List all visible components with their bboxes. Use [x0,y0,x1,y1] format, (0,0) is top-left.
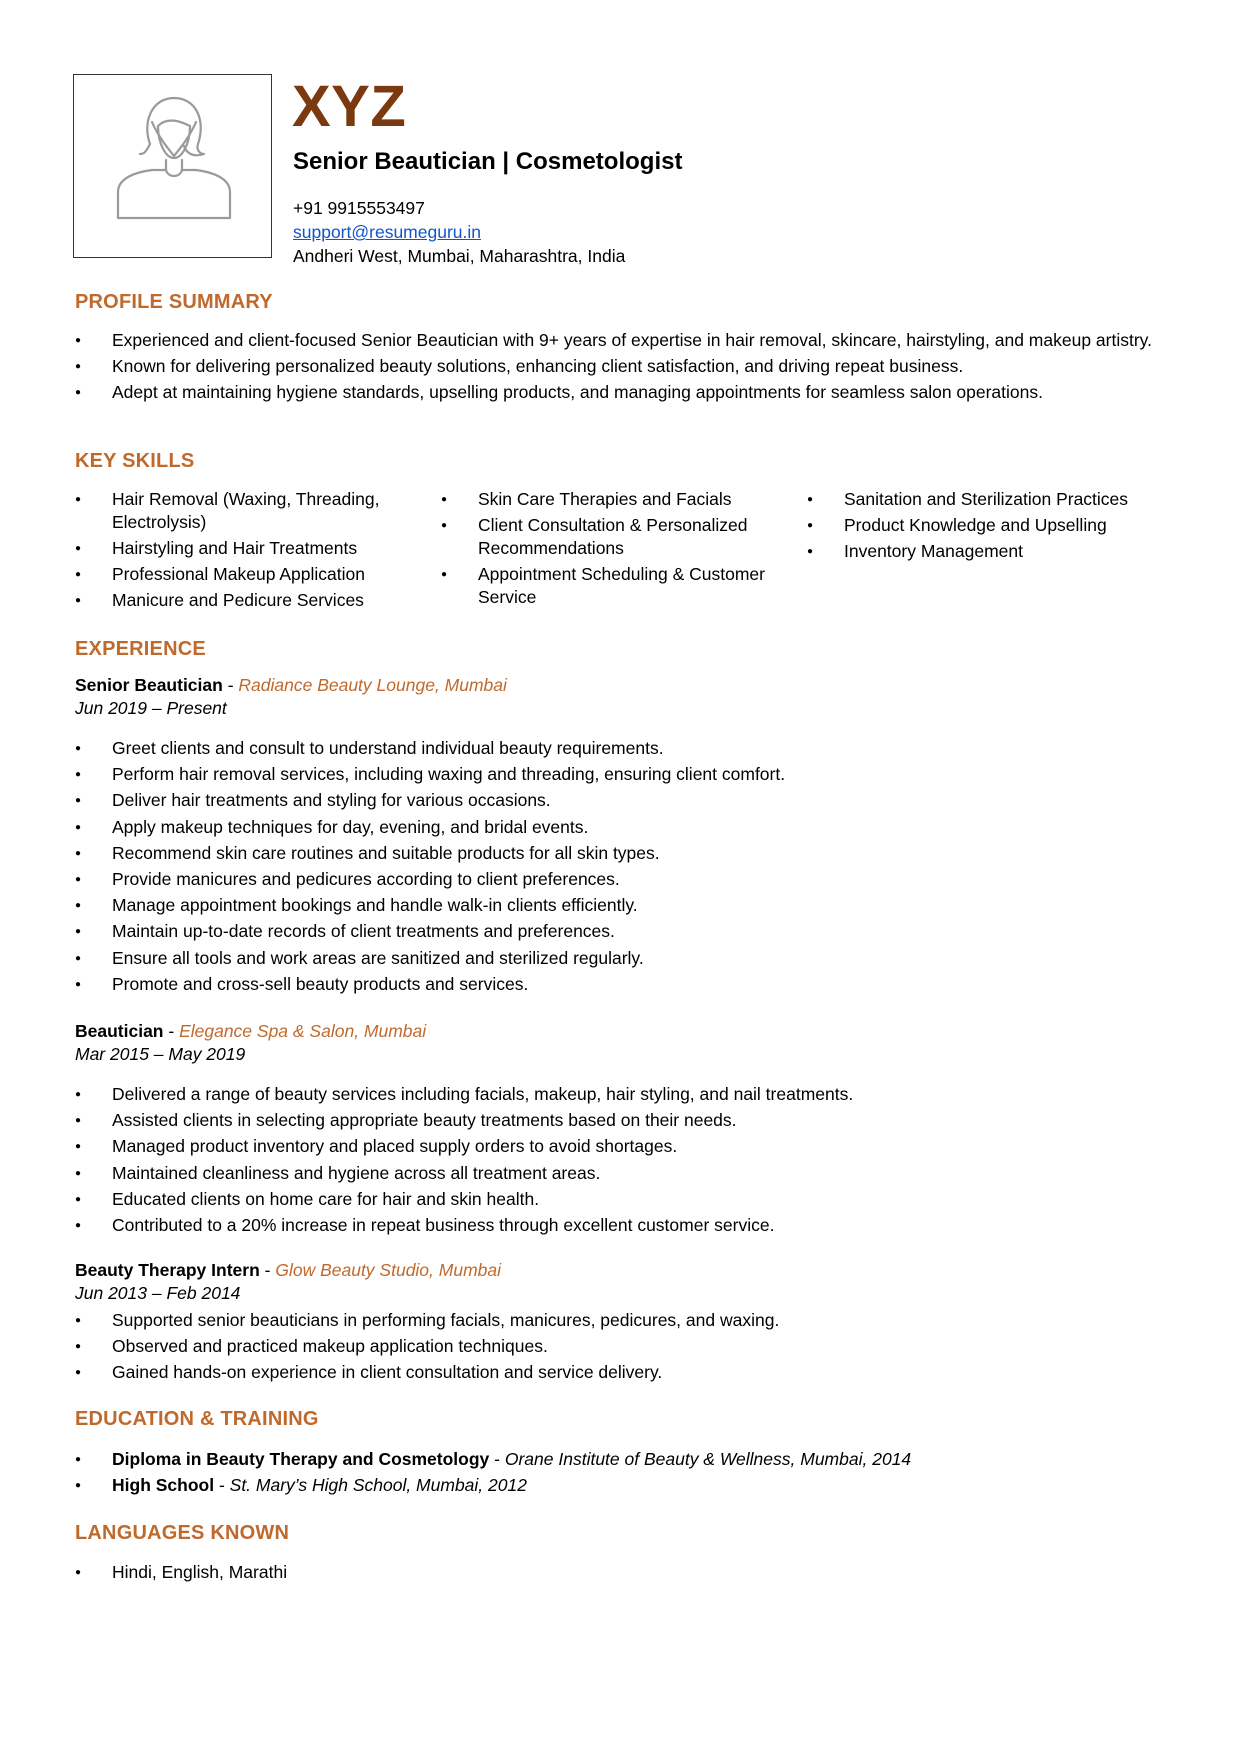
job-company: Radiance Beauty Lounge, Mumbai [238,675,507,695]
list-item: ● Assisted clients in selecting appropriate beauty treatments based on their needs. [75,1109,1181,1132]
list-item: ● Maintained cleanliness and hygiene across all treatment areas. [75,1162,1181,1185]
email-link[interactable]: support@resumeguru.in [293,222,481,242]
list-item: ● Gained hands-on experience in client consultation and service delivery. [75,1361,1181,1384]
job-duties-list [75,1083,1181,1240]
job-dates: Jun 2013 – Feb 2014 [75,1283,241,1303]
skills-column-3 [807,488,1187,566]
skill-item: ● Hair Removal (Waxing, Threading, Electrolysis) [75,488,420,534]
list-item: ● Provide manicures and pedicures according to client preferences. [75,868,1181,891]
languages-list [75,1561,1181,1587]
list-item: ● Hindi, English, Marathi [75,1561,1181,1584]
profile-summary-heading: PROFILE SUMMARY [75,291,273,313]
job-duties-list [75,1309,1181,1388]
list-item: ● Delivered a range of beauty services including facials, makeup, hair styling, and nail treatments. [75,1083,1181,1106]
profile-summary-list [75,329,1181,408]
list-item: ● Observed and practiced makeup application techniques. [75,1335,1181,1358]
list-item: ● Promote and cross-sell beauty products and services. [75,973,1181,996]
list-item: ● Apply makeup techniques for day, evening, and bridal events. [75,816,1181,839]
list-item: ● Perform hair removal services, including waxing and threading, ensuring client comfort. [75,763,1181,786]
skill-item: ● Hairstyling and Hair Treatments [75,537,420,560]
contact-block [293,196,625,268]
skill-item: ● Appointment Scheduling & Customer Service [441,563,786,609]
skills-column-2 [441,488,786,612]
list-item: ● Educated clients on home care for hair and skin health. [75,1188,1181,1211]
skill-item: ● Product Knowledge and Upselling [807,514,1187,537]
job-header: Beautician - Elegance Spa & Salon, Mumbai [75,1021,427,1041]
languages-heading: LANGUAGES KNOWN [75,1522,290,1544]
person-placeholder-icon [112,92,236,222]
job-header: Beauty Therapy Intern - Glow Beauty Studio, Mumbai [75,1260,502,1280]
list-item: ● Experienced and client-focused Senior Beautician with 9+ years of expertise in hair removal, skincare, hairstyling, and makeup artistry. [75,329,1181,352]
skills-column-1 [75,488,420,615]
list-item: ● Recommend skin care routines and suitable products for all skin types. [75,842,1181,865]
education-institution: Orane Institute of Beauty & Wellness, Mumbai, 2014 [504,1449,912,1469]
list-item: ● Greet clients and consult to understand individual beauty requirements. [75,737,1181,760]
job-role: Beauty Therapy Intern [75,1260,260,1280]
experience-heading: EXPERIENCE [75,638,206,660]
job-dates: Jun 2019 – Present [75,698,227,718]
job-header: Senior Beautician - Radiance Beauty Lounge, Mumbai [75,675,507,695]
photo-placeholder [73,74,272,258]
education-institution: St. Mary’s High School, Mumbai, 2012 [229,1475,527,1496]
skill-item: ● Sanitation and Sterilization Practices [807,488,1187,511]
key-skills-heading: KEY SKILLS [75,450,195,472]
education-degree: Diploma in Beauty Therapy and Cosmetology [112,1449,490,1469]
education-item: ● Diploma in Beauty Therapy and Cosmetology - Orane Institute of Beauty & Wellness, Mumbai, 2014 [75,1448,1181,1471]
candidate-name: XYZ [292,74,407,139]
skill-item: ● Professional Makeup Application [75,563,420,586]
job-dates: Mar 2015 – May 2019 [75,1044,246,1064]
education-heading: EDUCATION & TRAINING [75,1408,319,1430]
list-item: ● Known for delivering personalized beauty solutions, enhancing client satisfaction, and driving repeat business. [75,355,1181,378]
list-item: ● Maintain up-to-date records of client treatments and preferences. [75,920,1181,943]
job-role: Beautician [75,1021,164,1041]
list-item: ● Deliver hair treatments and styling for various occasions. [75,789,1181,812]
job-role: Senior Beautician [75,675,223,695]
education-list [75,1448,1181,1500]
education-degree: High School [112,1475,215,1496]
job-duties-list [75,737,1181,999]
job-company: Glow Beauty Studio, Mumbai [275,1260,502,1280]
location: Andheri West, Mumbai, Maharashtra, India [293,246,626,266]
phone-number: +91 9915553497 [293,198,425,218]
list-item: ● Contributed to a 20% increase in repeat business through excellent customer service. [75,1214,1181,1237]
skill-item: ● Manicure and Pedicure Services [75,589,420,612]
skill-item: ● Skin Care Therapies and Facials [441,488,786,511]
candidate-title: Senior Beautician | Cosmetologist [293,148,683,175]
job-company: Elegance Spa & Salon, Mumbai [179,1021,427,1041]
list-item: ● Manage appointment bookings and handle walk-in clients efficiently. [75,894,1181,917]
skill-item: ● Inventory Management [807,540,1187,563]
list-item: ● Ensure all tools and work areas are sanitized and sterilized regularly. [75,947,1181,970]
list-item: ● Supported senior beauticians in performing facials, manicures, pedicures, and waxing. [75,1309,1181,1332]
skill-item: ● Client Consultation & Personalized Recommendations [441,514,786,560]
list-item: ● Adept at maintaining hygiene standards, upselling products, and managing appointments for seamless salon operations. [75,381,1181,404]
list-item: ● Managed product inventory and placed supply orders to avoid shortages. [75,1135,1181,1158]
education-item: ● High School - St. Mary’s High School, Mumbai, 2012 [75,1474,1181,1497]
